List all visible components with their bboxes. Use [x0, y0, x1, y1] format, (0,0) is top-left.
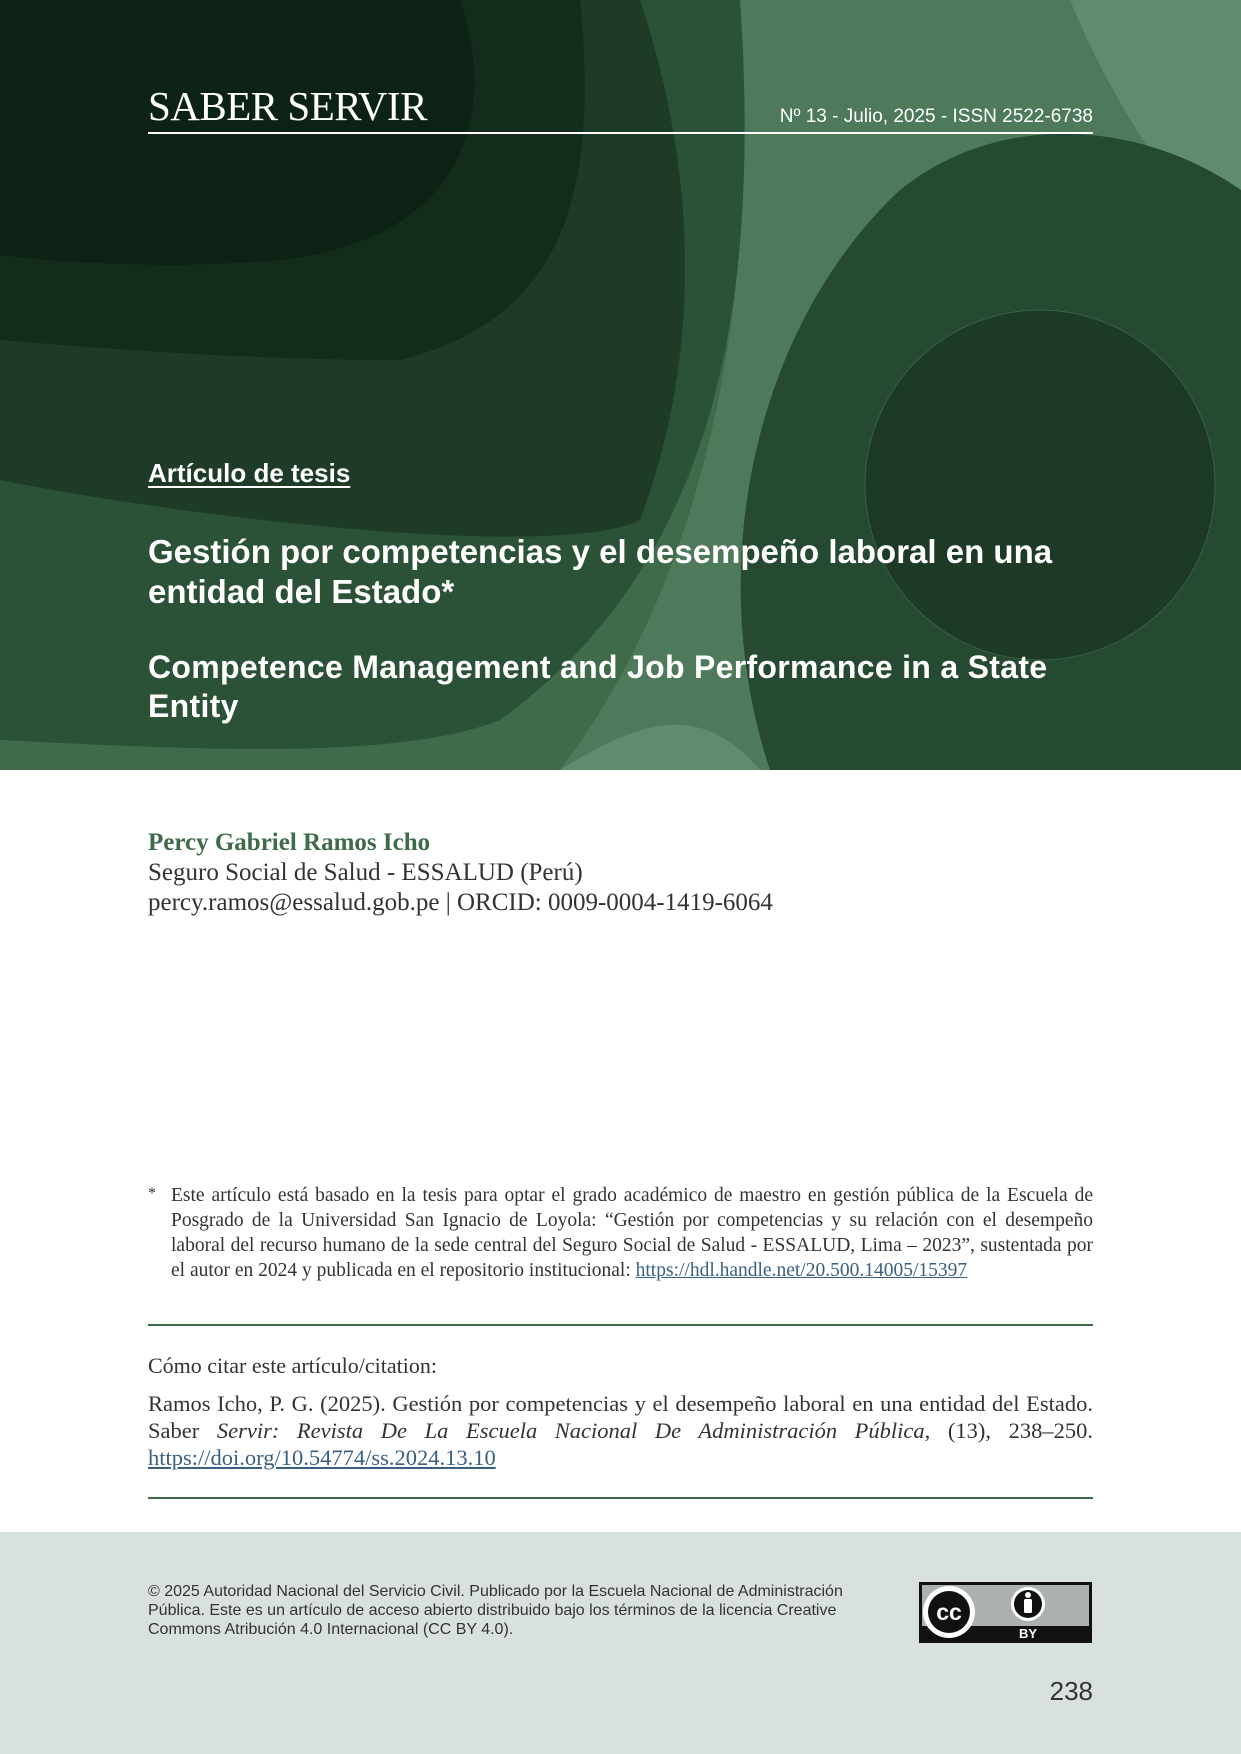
cc-by-license-icon[interactable]	[919, 1582, 1092, 1643]
footnote-body: Este artículo está basado en la tesis para optar el grado académico de maestro en gestión pública de la Escuela de Posgrado de la Universidad San Ignacio de Loyola: “Gestión por competencias y su relación con el desempeño laboral del recurso humano de la sede central del Seguro Social de Salud - ESSALUD, Lima – 2023”, sustentada por el autor en 2024 y publicada en el repositorio institucional:	[171, 1185, 1093, 1281]
author-block	[148, 828, 1093, 918]
masthead	[148, 82, 1093, 134]
divider-top	[148, 1324, 1093, 1326]
journal-brand: SABER SERVIR	[148, 83, 427, 129]
citation-journal: Servir: Revista De La Escuela Nacional De Administración Pública	[216, 1418, 925, 1443]
page-number: 238	[1049, 1676, 1093, 1706]
citation-text	[148, 1390, 1093, 1471]
repository-link[interactable]: https://hdl.handle.net/20.500.14005/15397	[635, 1260, 968, 1281]
article-title-es: Gestión por competencias y el desempeño laboral en una entidad del Estado*	[148, 533, 1053, 610]
citation-authors: Ramos Icho, P. G. (2025). Gestión por competencias y el desempeño laboral en una entidad del Estado. Saber	[148, 1391, 1093, 1443]
issue-info: Nº 13 - Julio, 2025 - ISSN 2522-6738	[779, 106, 1093, 127]
footnote	[148, 1183, 1093, 1283]
by-label: BY	[1018, 1626, 1038, 1641]
author-name: Percy Gabriel Ramos Icho	[148, 829, 431, 856]
citation-heading: Cómo citar este artículo/citation:	[148, 1353, 437, 1378]
article-type: Artículo de tesis	[148, 458, 351, 488]
footnote-text	[171, 1183, 1093, 1283]
cc-symbol: cc	[936, 1599, 962, 1625]
citation-volume: , (13), 238–250.	[924, 1418, 1093, 1443]
divider-bottom	[148, 1497, 1093, 1499]
license-footer	[0, 1532, 1241, 1754]
author-affiliation: Seguro Social de Salud - ESSALUD (Perú)	[148, 859, 583, 886]
article-title-en: Competence Management and Job Performance in a State Entity	[148, 649, 1048, 724]
cover-banner	[0, 0, 1241, 770]
author-contact: percy.ramos@essalud.gob.pe | ORCID: 0009-0004-1419-6064	[148, 889, 773, 916]
license-text: © 2025 Autoridad Nacional del Servicio Civil. Publicado por la Escuela Nacional de Administración Pública. Este es un artículo de acceso abierto distribuido bajo los términos de la licencia Creative Commons Atribución 4.0 Internacional (CC BY 4.0).	[148, 1583, 843, 1638]
footnote-mark: *	[148, 1185, 156, 1202]
doi-link[interactable]: https://doi.org/10.54774/ss.2024.13.10	[148, 1445, 496, 1470]
